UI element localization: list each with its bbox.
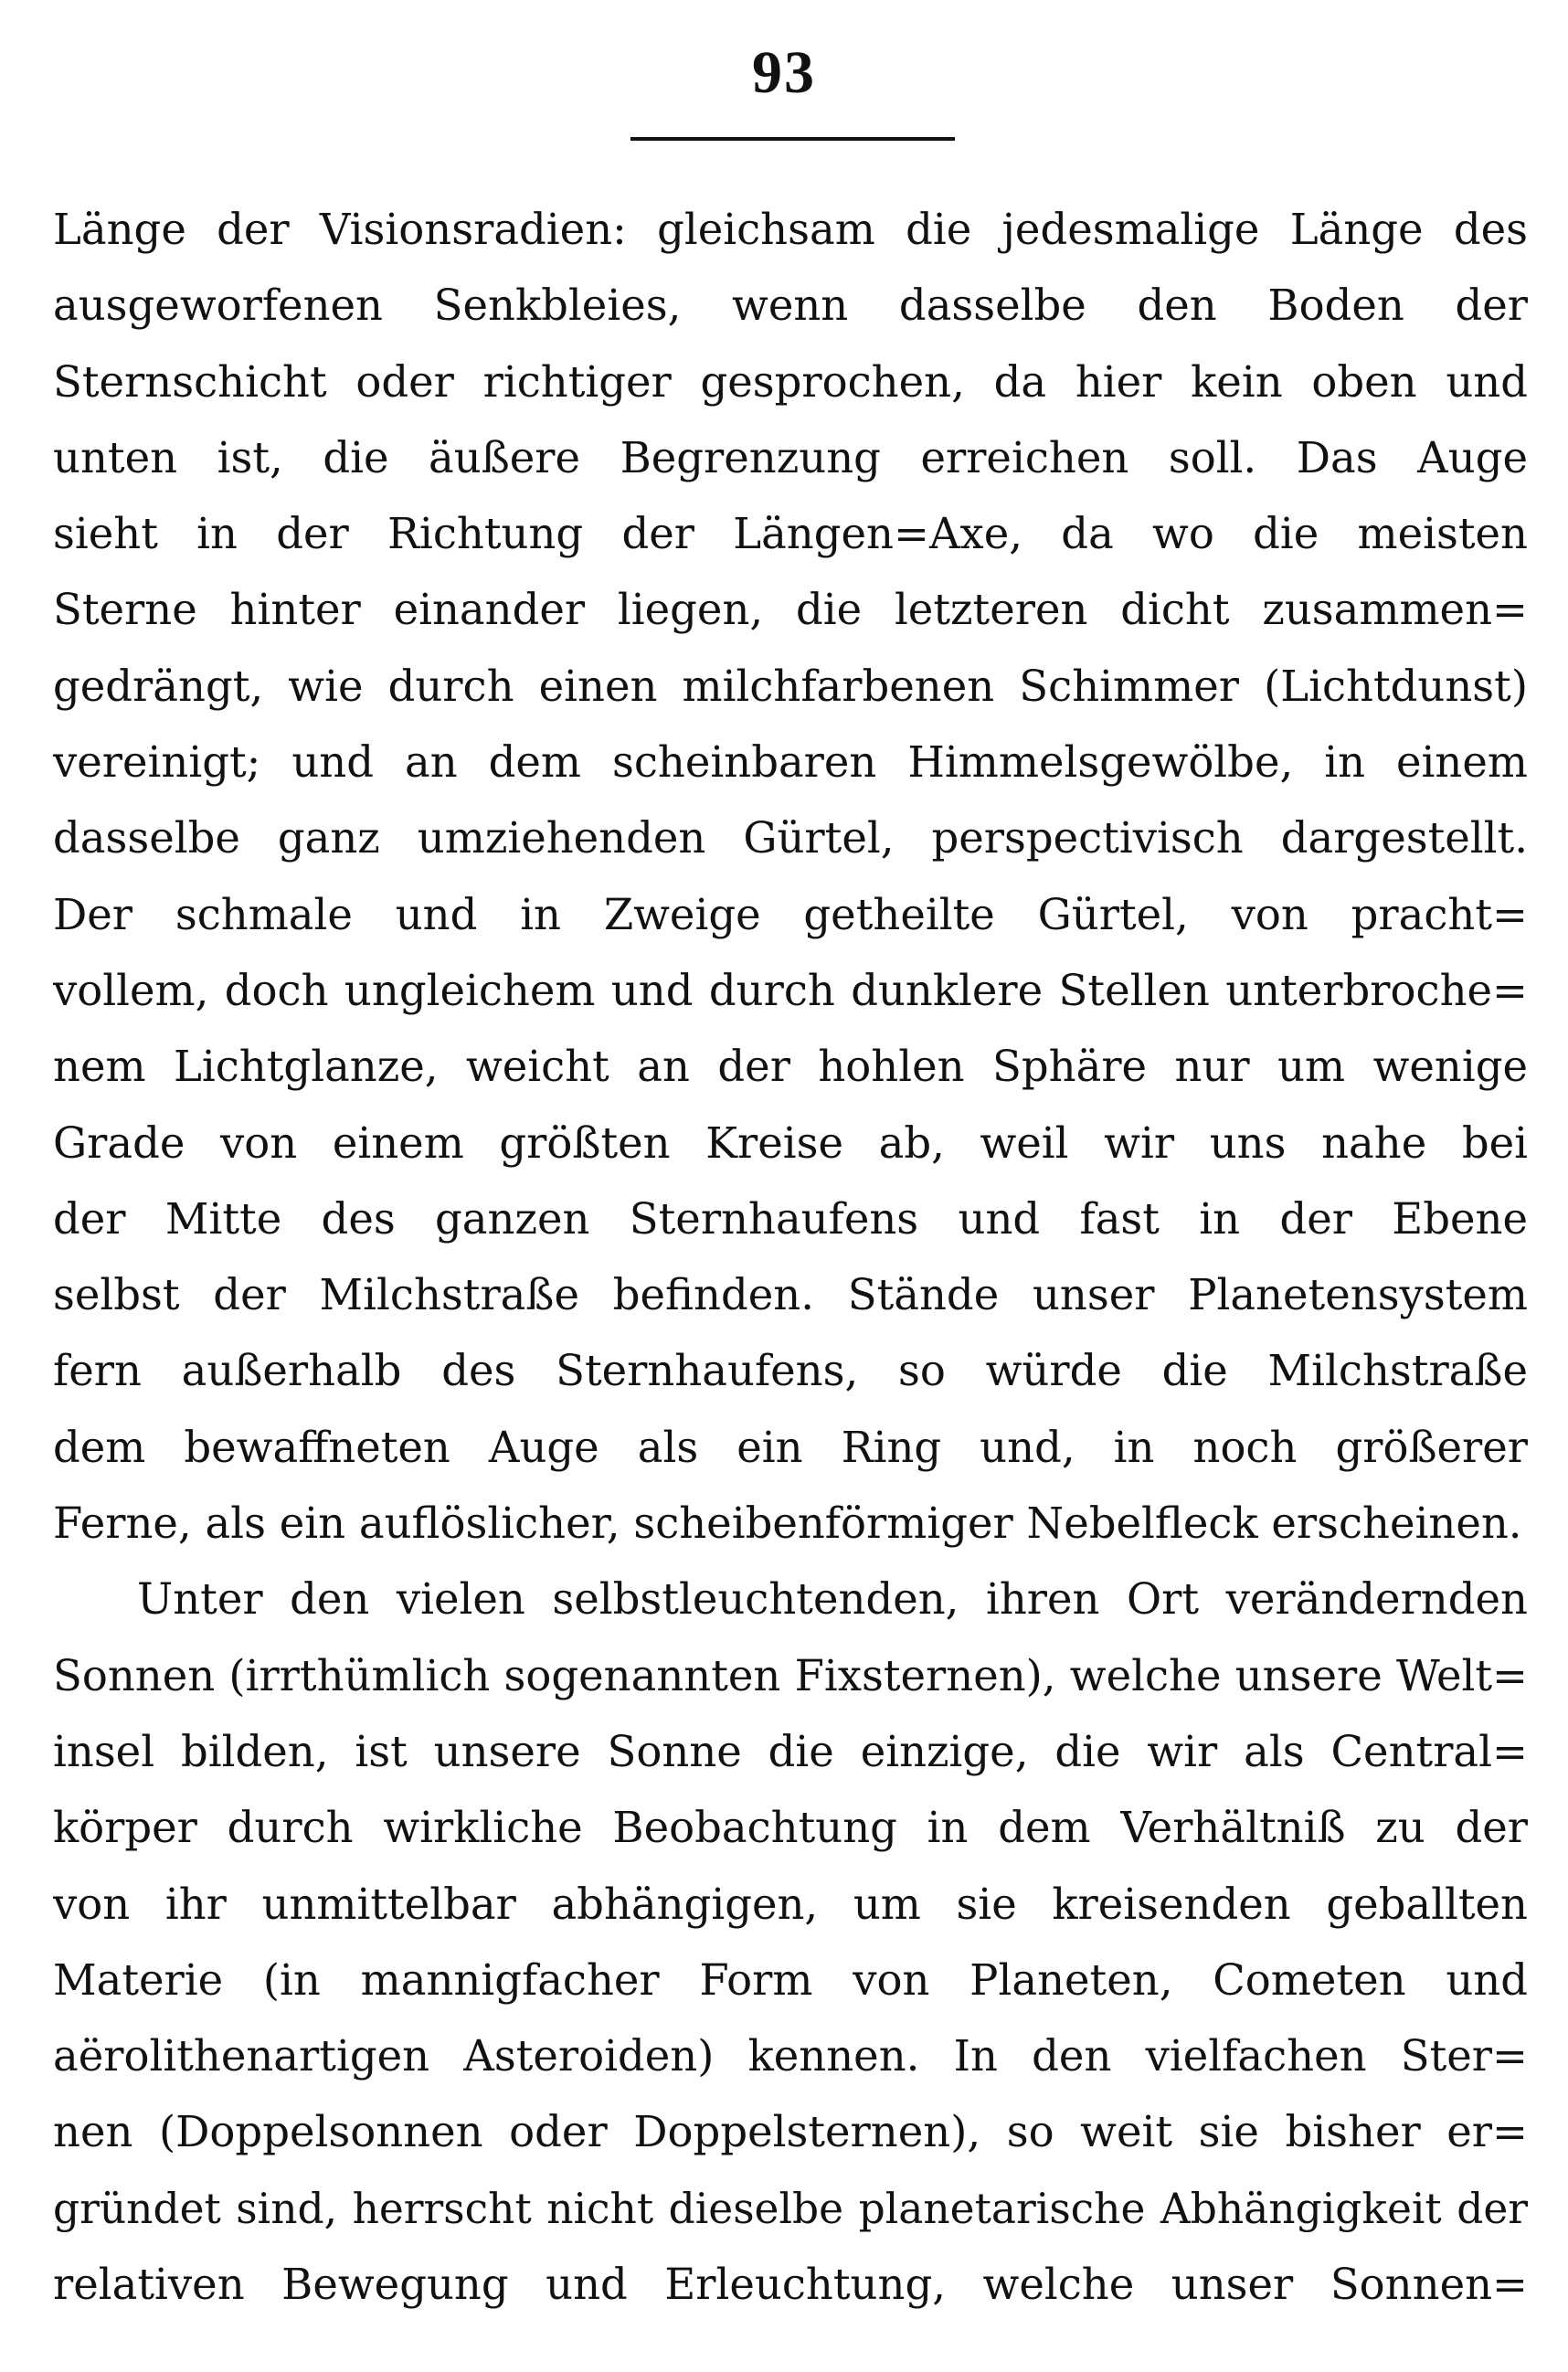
text-line: aërolithenartigen Asteroiden) kennen. In den vielfachen Ster= — [53, 2031, 1528, 2081]
header-rule — [630, 137, 955, 141]
text-line: dem bewaffneten Auge als ein Ring und, in noch größerer — [53, 1422, 1528, 1472]
text-line: von ihr unmittelbar abhängigen, um sie kreisenden geballten — [53, 1879, 1528, 1929]
text-line: gründet sind, herrscht nicht dieselbe planetarische Abhängigkeit der — [53, 2184, 1528, 2233]
text-line: Der schmale und in Zweige getheilte Gürtel, von pracht= — [53, 889, 1528, 939]
body-text — [53, 192, 1528, 2323]
text-line: körper durch wirkliche Beobachtung in dem Verhältniß zu der — [53, 1803, 1528, 1853]
text-line: Materie (in mannigfacher Form von Planeten, Cometen und — [53, 1954, 1528, 2005]
text-line: Sterne hinter einander liegen, die letzteren dicht zusammen= — [53, 585, 1528, 635]
text-line: Unter den vielen selbstleuchtenden, ihren Ort verändernden — [137, 1574, 1528, 1625]
text-line: vollem, doch ungleichem und durch dunklere Stellen unterbroche= — [53, 965, 1528, 1015]
text-line: Sonnen (irrthümlich sogenannten Fixsternen), welche unsere Welt= — [53, 1650, 1528, 1700]
page-number: 93 — [752, 39, 816, 106]
text-line: der Mitte des ganzen Sternhaufens und fast in der Ebene — [53, 1193, 1528, 1244]
text-line: vereinigt; und an dem scheinbaren Himmelsgewölbe, in einem — [53, 737, 1528, 788]
text-line: Ferne, als ein auflöslicher, scheibenförmiger Nebelfleck erscheinen. — [53, 1498, 1522, 1549]
text-line: nen (Doppelsonnen oder Doppelsternen), so weit sie bisher er= — [53, 2107, 1528, 2157]
text-line: sieht in der Richtung der Längen=Axe, da wo die meisten — [53, 509, 1528, 559]
text-line: Grade von einem größten Kreise ab, weil wir uns nahe bei — [53, 1117, 1528, 1168]
text-line: gedrängt, wie durch einen milchfarbenen Schimmer (Lichtdunst) — [53, 661, 1528, 711]
text-line: unten ist, die äußere Begrenzung erreichen soll. Das Auge — [53, 432, 1528, 482]
text-line: ausgeworfenen Senkbleies, wenn dasselbe den Boden der — [53, 281, 1528, 331]
text-line: insel bilden, ist unsere Sonne die einzige, die wir als Central= — [53, 1726, 1528, 1776]
text-line: Länge der Visionsradien: gleichsam die jedesmalige Länge des — [53, 205, 1528, 254]
text-line: dasselbe ganz umziehenden Gürtel, perspectivisch dargestellt. — [53, 813, 1528, 863]
text-line: fern außerhalb des Sternhaufens, so würde die Milchstraße — [53, 1346, 1528, 1396]
text-line: relativen Bewegung und Erleuchtung, welche unser Sonnen= — [53, 2260, 1528, 2310]
text-line: Sternschicht oder richtiger gesprochen, da hier kein oben und — [53, 356, 1528, 407]
text-line: selbst der Milchstraße befinden. Stände unser Planetensystem — [53, 1270, 1528, 1320]
text-line: nem Lichtglanze, weicht an der hohlen Sphäre nur um wenige — [53, 1042, 1528, 1092]
